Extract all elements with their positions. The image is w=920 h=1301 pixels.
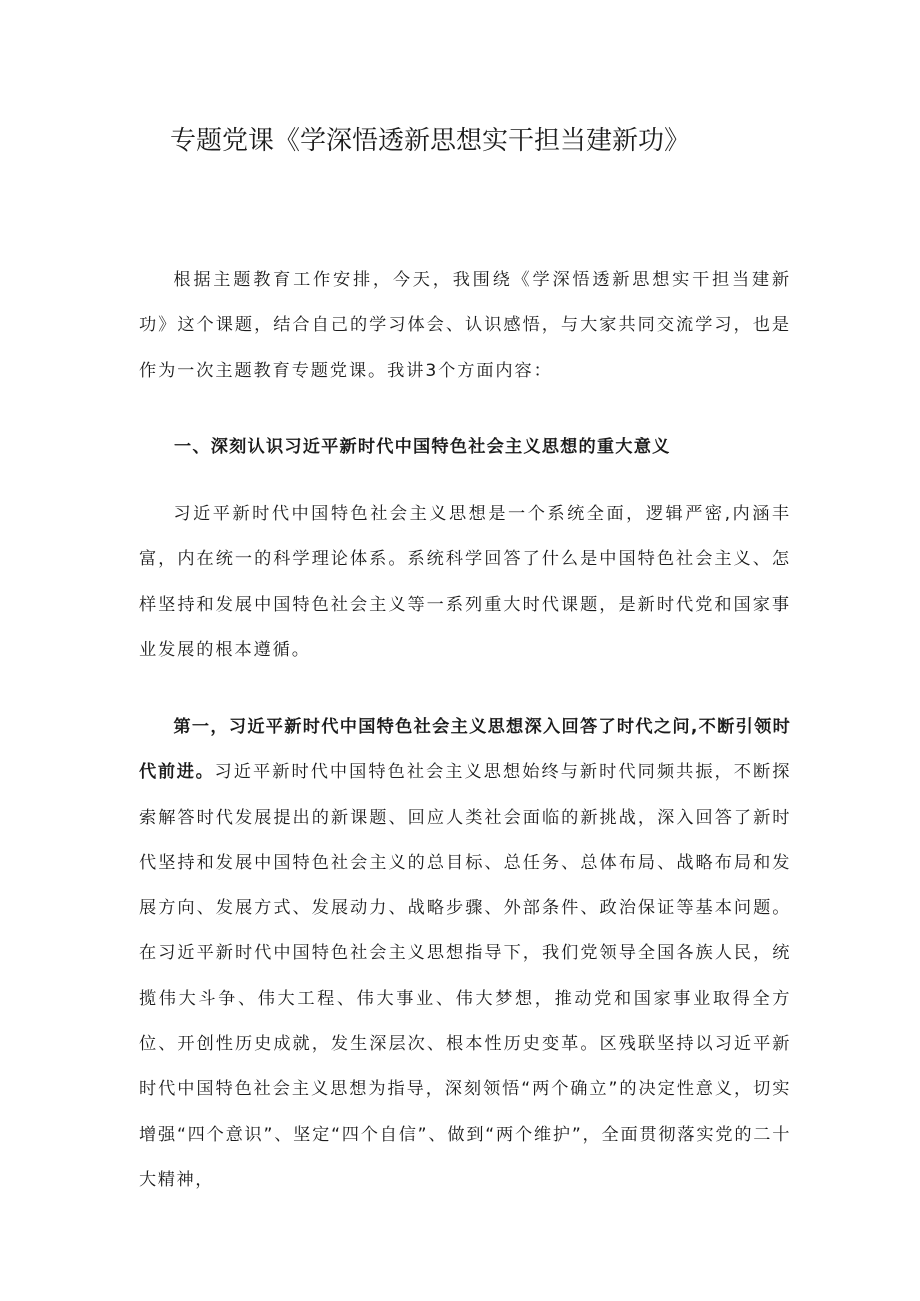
point-paragraph	[139, 705, 791, 1203]
section-heading: 一、深刻认识习近平新时代中国特色社会主义思想的重大意义	[174, 437, 671, 457]
point-lead: 第一，习近平新时代中国特色社会主义思想深入回答了时代之问,不断引领时代前进。	[139, 717, 791, 783]
point-body: 习近平新时代中国特色社会主义思想始终与新时代同频共振，不断探索解答时代发展提出的新课题、回应人类社会面临的新挑战，深入回答了新时代坚持和发展中国特色社会主义的总目标、总任务、总体布局、战略布局和发展方向、发展方式、发展动力、战略步骤、外部条件、政治保证等基本问题。在习近平新时代中国特色社会主义思想指导下，我们党领导全国各族人民，统揽伟大斗争、伟大工程、伟大事业、伟大梦想，推动党和国家事业取得全方位、开创性历史成就，发生深层次、根本性历史变革。区残联坚持以习近平新时代中国特色社会主义思想为指导，深刻领悟“两个确立”的决定性意义，切实增强“四个意识”、坚定“四个自信”、做到“两个维护”，全面贯彻落实党的二十大精神，	[139, 762, 791, 1190]
section-paragraph: 习近平新时代中国特色社会主义思想是一个系统全面，逻辑严密,内涵丰富，内在统一的科学理论体系。系统科学回答了什么是中国特色社会主义、怎样坚持和发展中国特色社会主义等一系列重大时代课题，是新时代党和国家事业发展的根本遵循。	[139, 504, 791, 660]
document-title: 专题党课《学深悟透新思想实干担当建新功》	[170, 126, 691, 156]
intro-paragraph: 根据主题教育工作安排，今天，我围绕《学深悟透新思想实干担当建新功》这个课题，结合自己的学习体会、认识感悟，与大家共同交流学习，也是作为一次主题教育专题党课。我讲3个方面内容：	[139, 270, 791, 381]
